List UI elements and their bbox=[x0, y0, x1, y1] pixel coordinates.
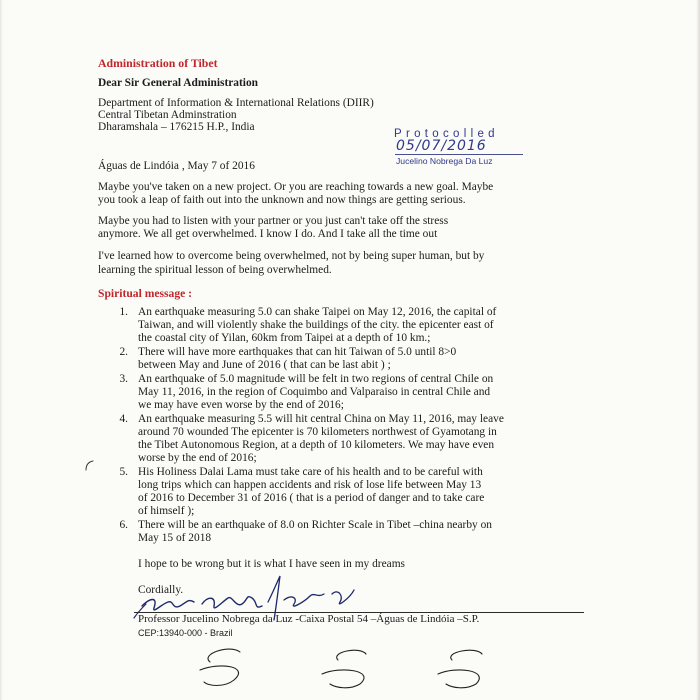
message-1-line-3: the coastal city of Yilan, 60km from Taipei at a depth of 10 km.; bbox=[138, 332, 431, 344]
message-2-line-1: There will have more earthquakes that can hit Taiwan of 5.0 until 8>0 bbox=[138, 346, 457, 358]
message-number: 3. bbox=[119, 373, 128, 385]
message-number: 1. bbox=[119, 306, 128, 318]
paragraph-2-line-1: Maybe you had to listen with your partner or you just can't take off the stress bbox=[98, 215, 449, 227]
address-line-1: Department of Information & International Relations (DIIR) bbox=[98, 97, 374, 109]
message-6-line-2: May 15 of 2018 bbox=[138, 532, 212, 544]
message-1-line-1: An earthquake measuring 5.0 can shake Taipei on May 12, 2016, the capital of bbox=[138, 306, 497, 318]
sender-address-line-2: CEP:13940-000 - Brazil bbox=[138, 628, 233, 638]
letter-heading: Administration of Tibet bbox=[98, 56, 218, 70]
letter-greeting: Dear Sir General Administration bbox=[98, 77, 258, 89]
message-3-line-1: An earthquake of 5.0 magnitude will be felt in two regions of central Chile on bbox=[138, 373, 494, 385]
place-and-date: Águas de Lindóia , May 7 of 2016 bbox=[98, 160, 255, 172]
address-line-2: Central Tibetan Adminstration bbox=[98, 109, 237, 121]
message-5-line-2: long trips which can happen accidents and risk of lose life between May 13 bbox=[138, 479, 482, 491]
message-5-line-4: of himself ); bbox=[138, 505, 195, 517]
protocol-stamp-name: Jucelino Nobrega Da Luz bbox=[396, 156, 493, 166]
message-1-line-2: Taiwan, and will violently shake the buildings of the city. the epicenter east of bbox=[138, 319, 494, 331]
paragraph-3-line-1: I've learned how to overcome being overwhelmed, not by being super human, but by bbox=[98, 250, 485, 262]
message-4-line-4: worse by the end of 2016; bbox=[138, 452, 257, 464]
message-6-line-1: There will be an earthquake of 8.0 on Richter Scale in Tibet –china nearby on bbox=[138, 519, 492, 531]
message-number: 2. bbox=[119, 346, 128, 358]
sign-off: Cordially. bbox=[138, 584, 184, 596]
paragraph-3-line-2: learning the spiritual lesson of being overwhelmed. bbox=[98, 264, 332, 276]
message-number: 6. bbox=[119, 519, 128, 531]
protocol-stamp-title: Protocolled bbox=[394, 128, 499, 140]
paragraph-2-line-2: anymore. We all get overwhelmed. I know I do. And I take all the time out bbox=[98, 228, 438, 240]
message-3-line-3: we may have even worse by the end of 2016; bbox=[138, 399, 344, 411]
message-number: 4. bbox=[119, 413, 128, 425]
message-number: 5. bbox=[119, 466, 128, 478]
spiritual-message-heading: Spiritual message : bbox=[98, 287, 193, 300]
message-4-line-1: An earthquake measuring 5.5 will hit central China on May 11, 2016, may leave bbox=[138, 413, 504, 425]
margin-mark bbox=[82, 458, 96, 472]
address-line-3: Dharamshala – 176215 H.P., India bbox=[98, 121, 255, 133]
closing-sentence: I hope to be wrong but it is what I have seen in my dreams bbox=[138, 558, 405, 570]
message-5-line-1: His Holiness Dalai Lama must take care of his health and to be careful with bbox=[138, 466, 483, 478]
initials-marks bbox=[190, 640, 550, 696]
paragraph-1-line-2: you took a leap of faith out into the unknown and now things are getting serious. bbox=[98, 194, 466, 206]
scan-edge-right bbox=[696, 0, 700, 700]
message-4-line-2: around 70 wounded The epicenter is 70 kilometers northwest of Gyamotang in bbox=[138, 426, 497, 438]
protocol-stamp-underline bbox=[395, 154, 523, 155]
paragraph-1-line-1: Maybe you've taken on a new project. Or you are reaching towards a new goal. Maybe bbox=[98, 181, 494, 193]
message-3-line-2: May 11, 2016, in the region of Coquimbo and Valparaiso in central Chile and bbox=[138, 386, 491, 398]
message-4-line-3: the Tibet Autonomous Region, at a depth of 10 kilometers. We may have even bbox=[138, 439, 495, 451]
protocol-stamp-date: 05/07/2016 bbox=[396, 138, 487, 154]
sender-address-line-1: Professor Jucelino Nobrega da Luz -Caixa Postal 54 –Águas de Lindóia –S.P. bbox=[138, 613, 480, 625]
scan-edge-left bbox=[0, 0, 3, 700]
message-5-line-3: of 2016 to December 31 of 2016 ( that is a period of danger and to take care bbox=[138, 492, 485, 504]
message-2-line-2: between May and June of 2016 ( that can be last abit ) ; bbox=[138, 359, 391, 371]
